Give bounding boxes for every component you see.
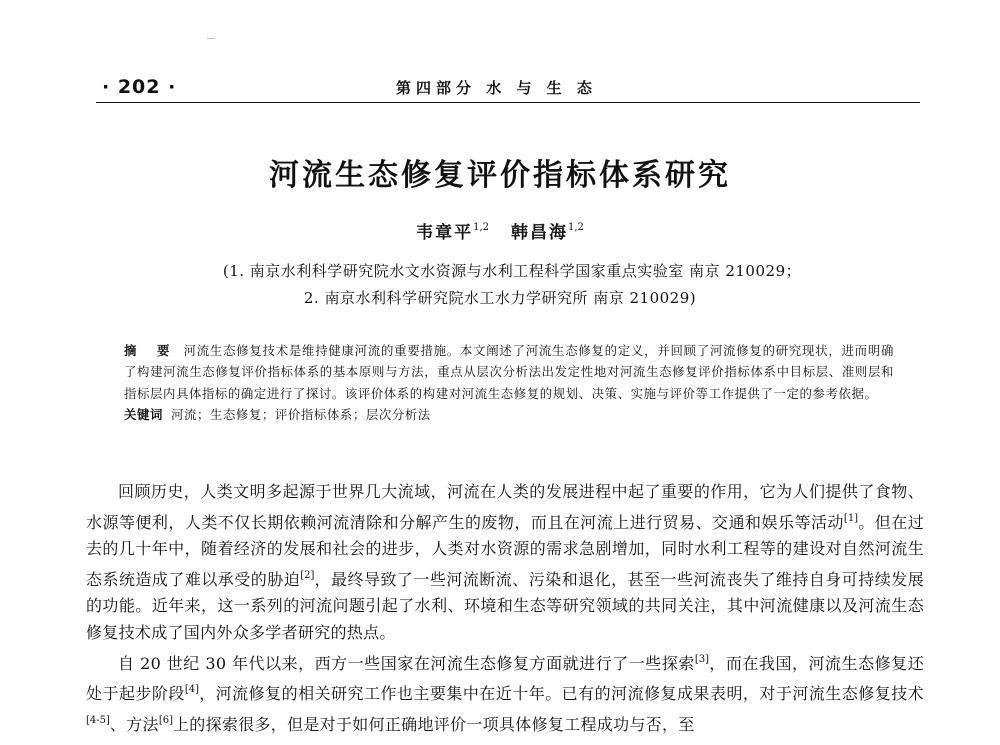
author-affil-marker: 1,2: [473, 222, 489, 233]
author-line: [0, 218, 1000, 243]
citation[interactable]: [4]: [184, 684, 200, 696]
author-name: 韦章平: [416, 223, 474, 243]
keywords-line: [124, 404, 894, 425]
text-run: 、方法: [109, 714, 159, 734]
citation[interactable]: [4-5]: [86, 714, 110, 726]
text-run: ，而在我国，河流生态修复还处于起步阶段: [86, 653, 924, 704]
abstract-paragraph: [124, 340, 894, 404]
author-name: 韩昌海: [511, 223, 568, 243]
body-paragraph-1: [86, 479, 924, 647]
header-rule: [96, 102, 920, 103]
citation[interactable]: [6]: [158, 714, 173, 726]
abstract-text: 河流生态修复技术是维持健康河流的重要措施。本文阐述了河流生态修复的定义，并回顾了河流修复的研究现状，进而明确了构建河流生态修复评价指标体系的基本原则与方法，重点从层次分析法出发定性地对河流生态修复评价指标体系中目标层、准则层和指标层内具体指标的确定进行了探讨。该评价体系的构建对河流生态修复的规划、决策、实施与评价等工作提供了一定的参考依据。: [124, 343, 894, 401]
page-number: · 202 ·: [102, 76, 177, 98]
text-run: 。但在过去的几十年中，随着经济的发展和社会的进步，人类对水资源的需求急剧增加，同时水利工程等的建设对自然河流生态系统造成了难以承受的胁迫: [86, 512, 924, 589]
abstract-block: [124, 340, 894, 426]
citation[interactable]: [2]: [300, 569, 315, 581]
keywords-label: 关键词: [124, 407, 163, 423]
text-run: 回顾历史，人类文明多起源于世界几大流域，河流在人类的发展进程中起了重要的作用，它为人们提供了食物、水源等便利，人类不仅长期依赖河流清除和分解产生的废物，而且在河流上进行贸易、交通和娱乐等活动: [86, 482, 924, 532]
keywords-text: 河流；生态修复；评价指标体系；层次分析法: [170, 407, 431, 423]
paper-title: 河流生态修复评价指标体系研究: [269, 158, 731, 193]
author-affil-marker: 1,2: [568, 222, 584, 233]
citation[interactable]: [1]: [843, 512, 859, 524]
affiliation-2: 2. 南京水利科学研究院水工水力学研究所 南京 210029): [303, 289, 697, 307]
citation[interactable]: [3]: [694, 653, 710, 665]
text-run: 自 20 世纪 30 年代以来，西方一些国家在河流生态修复方面就进行了一些探索: [118, 653, 695, 673]
text-run: 上的探索很多，但是对于如何正确地评价一项具体修复工程成功与否，至: [172, 714, 695, 734]
affiliation-1: (1. 南京水利科学研究院水文水资源与水利工程科学国家重点实验室 南京 210029；: [222, 262, 802, 280]
text-run: ，河流修复的相关研究工作也主要集中在近十年。已有的河流修复成果表明，对于河流生态修复技术: [199, 684, 924, 704]
running-header: [96, 70, 920, 100]
abstract-label: 摘 要: [124, 343, 178, 358]
text-run: ，最终导致了一些河流断流、污染和退化，甚至一些河流丧失了维持自身可持续发展的功能。近年来，这一系列的河流问题引起了水利、环境和生态等研究领域的共同关注，其中河流健康以及河流生态修复技术成了国内外众多学者研究的热点。: [86, 569, 924, 642]
section-title: 第四部分 水 与 生 态: [396, 79, 597, 97]
body-text: [86, 479, 924, 738]
body-paragraph-2: [86, 647, 924, 739]
scan-mark: [207, 38, 215, 39]
